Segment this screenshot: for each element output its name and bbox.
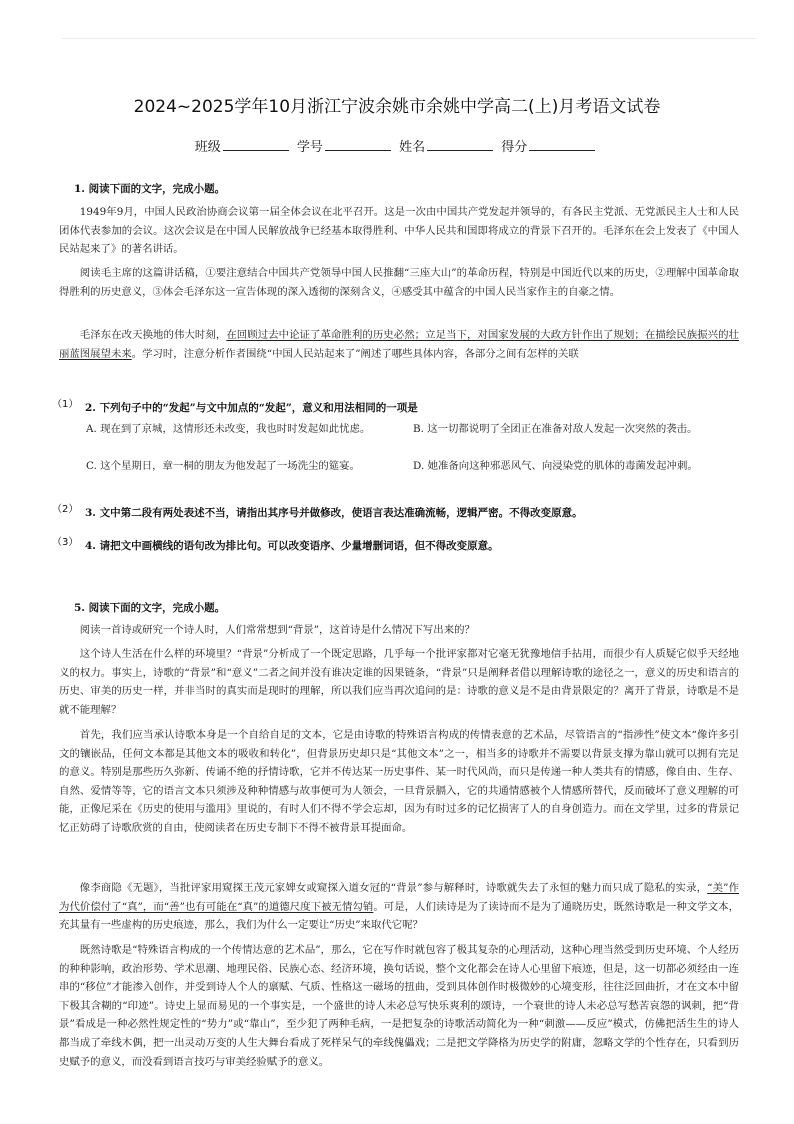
student-number-blank[interactable] <box>325 140 391 151</box>
sub-question-1-text: 2. 下列句子中的“发起”与文中加点的“发起”，意义和用法相同的一项是 <box>85 402 418 414</box>
q1-p3-tail: 。学习时，注意分析作者围绕“中国人民站起来了”阐述了哪些具体内容，各部分之间有怎样的关联 <box>131 347 579 360</box>
q1-paragraph-1: 1949年9月，中国人民政治协商会议第一届全体会议在北平召开。这是一次由中国共产党发起并领导的，有各民主党派、无党派民主人士和人民团体代表参加的会议。这次会议是在中国人民解放战争已经基本取得胜利、中华人民共和国即将成立的背景下召开的。毛泽东在会上发表了《中国人民站起来了》的著名讲话。 <box>59 206 739 256</box>
header-divider <box>62 38 756 39</box>
q5-paragraph-2: 这个诗人生活在什么样的环境里？“背景”分析成了一个既定思路，几乎每一个批评家都对它毫无犹豫地信手拈用，而很少有人质疑它似乎天经地义的权力。事实上，诗歌的“背景”和“意义”二者之间并没有谁决定谁的因果链条，“背景”只是阐释者借以理解诗歌的途径之一，意义的历史和语言的历史、审美的历史一样，并非当时的真实而是现时的理解，所以我们应当再次追问的是：诗歌的意义是不是由背景限定的？离开了背景，诗歌是不是就不能理解？ <box>59 648 739 716</box>
option-d[interactable]: D. 她准备向这种邪恶风气、向浸染党的肌体的毒菌发起冲刺。 <box>413 460 698 472</box>
q5-paragraph-5: 既然诗歌是“特殊语言构成的一个传情达意的艺术品”，那么，它在写作时就包容了极其复杂的心理活动，这种心理当然受到历史环境、个人经历的种种影响，政治形势、学术思潮、地理民俗、民族心态、经济环境，换句话说，整个文化都会在诗人心里留下痕迹，但是，这一切都必须经由一连串的“移位”才能渗入创作，并受到诗人个人的禀赋、气质、性格这一磁场的扭曲，受到具体创作时极微妙的心境变形，往往泛回曲折，才在文本中留下极其含糊的“印迹”。诗史上显而易见的一个事实是，一个盛世的诗人未必总写快乐爽利的颂诗，一个衰世的诗人未必总写愁苦哀怨的讽刺，把“背景”看成是一种必然性规定性的“势力”或“靠山”，至少犯了两种毛病，一是把复杂的诗歌活动简化为一种“刺激——反应”模式，仿佛把活生生的诗人都当成了牵线木偶，把一出灵动万变的人生大舞台看成了死样呆气的牵线傀儡戏；二是把文学降格为历史学的附庸，忽略文学的个性存在，只看到历史赋予的意义，而没看到语言技巧与审美经验赋予的意义。 <box>59 944 739 1068</box>
question-5-heading: 5. 阅读下面的文字，完成小题。 <box>74 602 226 614</box>
sub-question-3-number: （3） <box>52 537 79 548</box>
student-number-label: 学号 <box>296 140 323 155</box>
score-blank[interactable] <box>529 140 595 151</box>
sub-question-3-text: 4. 请把文中画横线的语句改为排比句。可以改变语序、少量增删词语，但不得改变原意。 <box>85 540 499 552</box>
q1-paragraph-2: 阅读毛主席的这篇讲话稿，①要注意结合中国共产党领导中国人民推翻“三座大山”的革命历程，特别是中国近代以来的历史，②理解中国革命取得胜利的历史意义，③体会毛泽东这一宣告体现的深入透彻的深刻含义，④感受其中蕴含的中国人民当家作主的自豪之情。 <box>59 267 739 298</box>
exam-title: 2024~2025学年10月浙江宁波余姚市余姚中学高二(上)月考语文试卷 <box>133 97 661 117</box>
option-c[interactable]: C. 这个星期日，章一桐的朋友为他发起了一场洗尘的筵宴。 <box>86 460 360 472</box>
class-label: 班级 <box>194 140 221 155</box>
q1-underlined-sentence: 在回顾过去中论证了革命胜利的历史必然；立足当下，对国家发展的大政方针作出了规划；在描绘民族振兴的壮丽蓝图展望未来 <box>59 329 740 360</box>
score-label: 得分 <box>501 140 528 155</box>
sub-question-1-number: （1） <box>52 399 79 410</box>
student-info-fields <box>0 136 794 155</box>
sub-question-2-text: 3. 文中第二段有两处表述不当，请指出其序号并做修改，使语言表达准确流畅，逻辑严密。不得改变原意。 <box>85 507 583 519</box>
option-a[interactable]: A. 现在到了京城，这情形还未改变，我也时时发起如此忧虑。 <box>86 423 371 435</box>
name-label: 姓名 <box>399 140 426 155</box>
q5-underlined-sentence: “美”作为代价偿付了“真”，而“善”也有可能在“真”的道德尺度下被无情勾销 <box>59 882 739 913</box>
class-blank[interactable] <box>223 140 289 151</box>
q5-p4-lead: 像李商隐《无题》，当批评家用窥探王茂元家婢女或窥探入道女冠的“背景”参与解释时，诗歌就失去了永恒的魅力而只成了隐私的实录， <box>79 882 708 894</box>
q5-paragraph-1: 阅读一首诗或研究一个诗人时，人们常常想到“背景”，这首诗是什么情况下写出来的？ <box>79 624 475 636</box>
option-b[interactable]: B. 这一切都说明了全团正在准备对敌人发起一次突然的袭击。 <box>413 423 698 435</box>
sub-question-2-number: （2） <box>52 504 79 515</box>
q1-p3-lead: 毛泽东在改天换地的伟大时刻， <box>79 329 227 341</box>
question-1-heading: 1. 阅读下面的文字，完成小题。 <box>74 183 226 195</box>
q5-paragraph-4 <box>59 879 739 935</box>
q1-paragraph-3 <box>59 326 739 363</box>
name-blank[interactable] <box>427 140 493 151</box>
q5-p4-tail: 。可是，人们读诗是为了读诗而不是为了通晓历史，既然诗歌是一种文学文本，充其量有一些虚构的历史痕迹，那么，我们为什么一定要让“历史”来取代它呢？ <box>59 900 739 932</box>
q5-paragraph-3: 首先，我们应当承认诗歌本身是一个自给自足的文本，它是由诗歌的特殊语言构成的传情表意的艺术品，尽管语言的“指涉性”使文本“像许多引文的镶嵌品，任何文本都是其他文本的吸收和转化”，但背景历史却只是“其他文本”之一，相当多的诗歌并不需要以背景支撑为靠山就可以拥有完足的意义。特别是那些历久弥新、传诵不绝的抒情诗歌，它并不传达某一历史事件、某一时代风尚，而只是传递一种人类共有的情感，像自由、生存、自然、爱情等等，它的语言文本只须涉及种种情感与故事便可为人领会，一旦背景膈入，它的共通情感被个人情感所替代，反而破坏了意义理解的可能，正像尼采在《历史的使用与滥用》里说的，有时人们不得不学会忘却，因为有时过多的记忆损害了人的自身创造力。而在文学里，过多的背景记忆正妨碍了诗歌欣赏的自由，使阅读者在历史专制下不得不被背景耳提面命。 <box>59 729 739 834</box>
